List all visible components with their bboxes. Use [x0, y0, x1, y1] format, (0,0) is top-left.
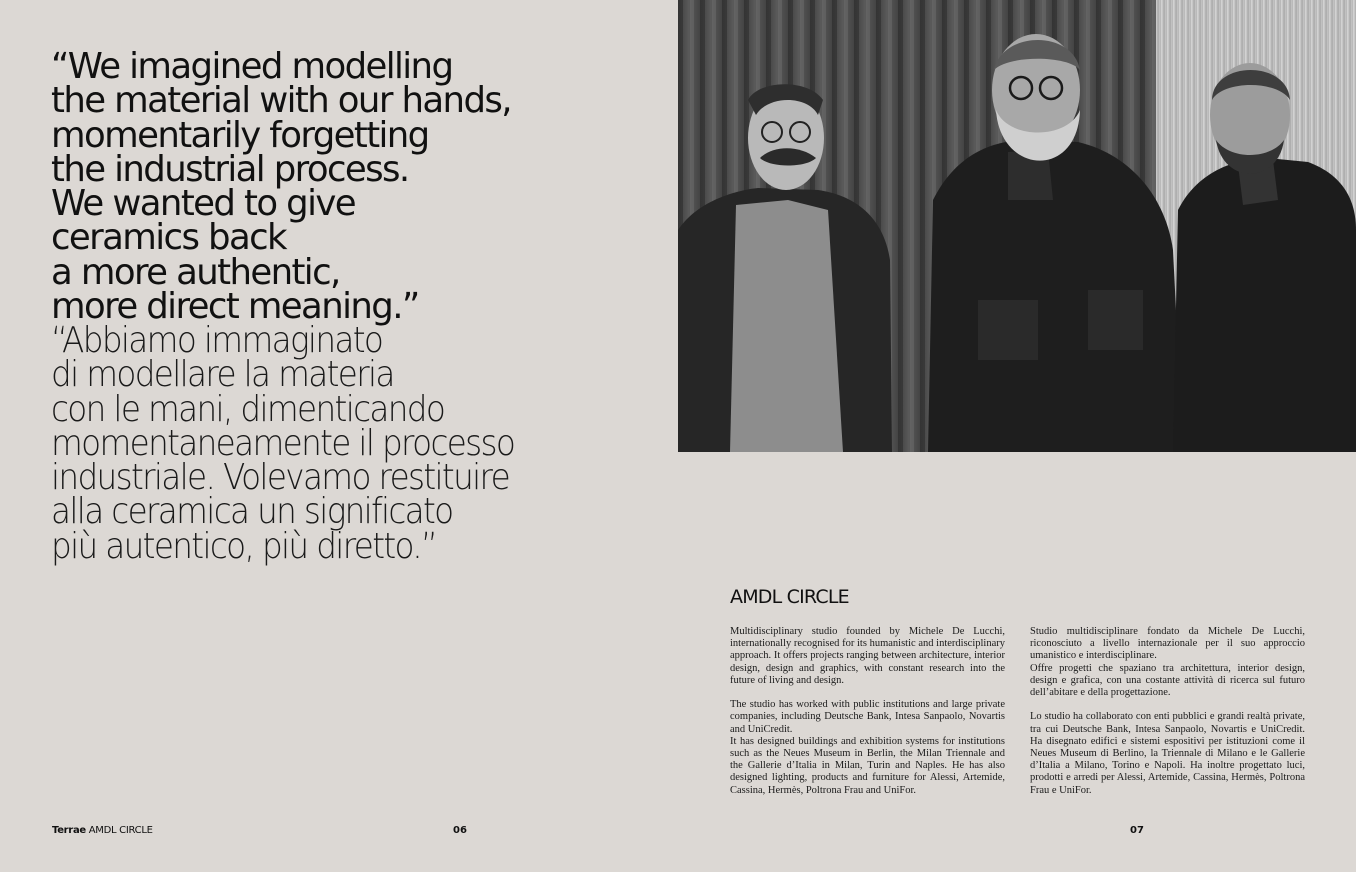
- page-number-left: 06: [453, 825, 467, 836]
- page-number-right: 07: [1130, 825, 1144, 836]
- quote-line: “Abbiamo immaginato: [51, 320, 383, 361]
- quote-english: [51, 46, 631, 328]
- body-text-english: [730, 626, 1005, 797]
- body-text-italian: [1030, 626, 1305, 797]
- paragraph: Studio multidisciplinare fondato da Michele De Lucchi, riconosciuto a livello internazionale per il suo approccio umanistico e interdisciplinare.: [1030, 626, 1305, 662]
- footer-section-name: AMDL CIRCLE: [88, 825, 153, 836]
- paragraph: Lo studio ha collaborato con enti pubblici e grandi realtà private, tra cui Deutsche Bank, Intesa Sanpaolo, Novartis e UniCredit. Ha disegnato edifici e sistemi espositivi per istituzioni come il Neues Museum di Berlino, la Triennale di Milano e le Gallerie d’Italia a Milano, Torino e Napoli. Ha inoltre progettato luci, prodotti e arredi per Alessi, Artemide, Cassina, Hermès, Poltrona Frau e UniFor.: [1030, 711, 1305, 796]
- quote-line: più autentico, più diretto.”: [51, 525, 437, 567]
- quote-line: We wanted to give: [51, 183, 355, 225]
- quote-line: the industrial process.: [51, 148, 409, 190]
- quote-line: ceramics back: [51, 217, 287, 259]
- footer-running-title: [52, 825, 153, 836]
- paragraph: The studio has worked with public institutions and large private companies, including Deutsche Bank, Intesa Sanpaolo, Novartis and UniCredit.: [730, 699, 1005, 735]
- quote-line: con le mani, dimenticando: [51, 388, 445, 430]
- paragraph: Multidisciplinary studio founded by Michele De Lucchi, internationally recognised for its humanistic and interdisciplinary approach. It offers projects ranging between architecture, interior design, design and graphics, with constant research into the future of living and design.: [730, 626, 1005, 686]
- paragraph: It has designed buildings and exhibition systems for institutions such as the Neues Museum in Berlin, the Milan Triennale and the Gallerie d’Italia in Milan, Turin and Naples. He has also designed lighting, products and furniture for Alessi, Artemide, Cassina, Hermès, Poltrona Frau and UniFor.: [730, 735, 1005, 796]
- section-title: AMDL CIRCLE: [730, 586, 849, 608]
- quote-line: momentarily forgetting: [51, 114, 429, 156]
- quote-line: the material with our hands,: [51, 80, 511, 122]
- quote-line: “We imagined modelling: [51, 46, 453, 87]
- quote-line: more direct meaning.”: [51, 286, 419, 328]
- quote-line: industriale. Volevamo restituire: [51, 457, 510, 499]
- quote-line: di modellare la materia: [51, 354, 394, 396]
- quote-line: alla ceramica un significato: [51, 491, 453, 533]
- quote-line: a more authentic,: [51, 251, 340, 293]
- quote-line: momentaneamente il processo: [51, 422, 515, 464]
- portrait-photo: [678, 0, 1356, 452]
- paragraph: Offre progetti che spaziano tra architettura, interior design, design e grafica, con una costante attività di ricerca sul futuro dell’abitare e della progettazione.: [1030, 662, 1305, 699]
- footer-brand-name: Terrae: [52, 825, 86, 836]
- quote-italian: [51, 320, 651, 567]
